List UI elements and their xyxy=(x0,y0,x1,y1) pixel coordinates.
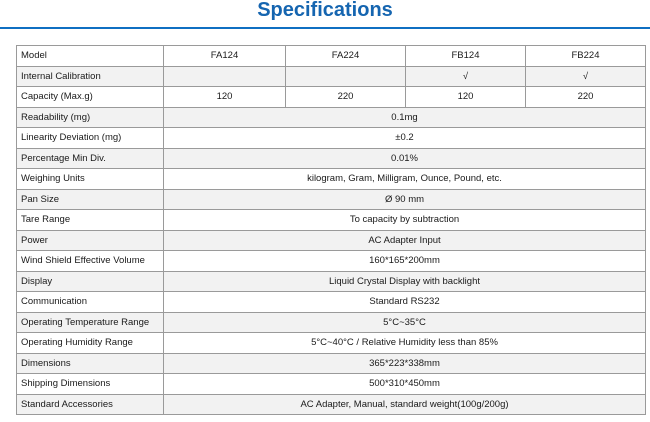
spec-value: kilogram, Gram, Milligram, Ounce, Pound, etc. xyxy=(164,169,646,190)
spec-value: Ø 90 mm xyxy=(164,189,646,210)
row-label: Readability (mg) xyxy=(17,107,164,128)
table-row xyxy=(17,148,646,169)
spec-value: 5°C~40°C / Relative Humidity less than 85% xyxy=(164,333,646,354)
spec-value: ±0.2 xyxy=(164,128,646,149)
table-row xyxy=(17,353,646,374)
spec-value: Standard RS232 xyxy=(164,292,646,313)
row-label: Communication xyxy=(17,292,164,313)
row-label: Linearity Deviation (mg) xyxy=(17,128,164,149)
row-label: Wind Shield Effective Volume xyxy=(17,251,164,272)
model-cell: √ xyxy=(526,66,646,87)
table-row xyxy=(17,251,646,272)
model-cell xyxy=(164,66,286,87)
table-row xyxy=(17,169,646,190)
page-title: Specifications xyxy=(257,0,393,21)
row-label: Dimensions xyxy=(17,353,164,374)
row-label: Tare Range xyxy=(17,210,164,231)
row-label: Shipping Dimensions xyxy=(17,374,164,395)
row-label: Percentage Min Div. xyxy=(17,148,164,169)
spec-value: 5°C~35°C xyxy=(164,312,646,333)
model-cell: 120 xyxy=(406,87,526,108)
spec-value: 0.01% xyxy=(164,148,646,169)
table-row xyxy=(17,87,646,108)
table-row xyxy=(17,374,646,395)
row-label: Capacity (Max.g) xyxy=(17,87,164,108)
row-label: Operating Temperature Range xyxy=(17,312,164,333)
row-label: Power xyxy=(17,230,164,251)
table-row xyxy=(17,66,646,87)
row-label: Weighing Units xyxy=(17,169,164,190)
table-row xyxy=(17,230,646,251)
spec-value: Liquid Crystal Display with backlight xyxy=(164,271,646,292)
model-cell: 120 xyxy=(164,87,286,108)
spec-value: 500*310*450mm xyxy=(164,374,646,395)
model-cell xyxy=(286,66,406,87)
table-row xyxy=(17,107,646,128)
table-row xyxy=(17,210,646,231)
model-cell: 220 xyxy=(286,87,406,108)
table-row xyxy=(17,271,646,292)
title-divider xyxy=(0,27,650,29)
model-cell: FA124 xyxy=(164,46,286,67)
row-label: Pan Size xyxy=(17,189,164,210)
spec-value: 0.1mg xyxy=(164,107,646,128)
model-cell: FB224 xyxy=(526,46,646,67)
row-label: Model xyxy=(17,46,164,67)
table-row xyxy=(17,333,646,354)
row-label: Display xyxy=(17,271,164,292)
specifications-table xyxy=(16,45,646,415)
model-cell: √ xyxy=(406,66,526,87)
row-label: Internal Calibration xyxy=(17,66,164,87)
row-label: Standard Accessories xyxy=(17,394,164,415)
table-row xyxy=(17,394,646,415)
spec-value: 160*165*200mm xyxy=(164,251,646,272)
spec-value: AC Adapter Input xyxy=(164,230,646,251)
model-cell: FB124 xyxy=(406,46,526,67)
model-cell: FA224 xyxy=(286,46,406,67)
table-row xyxy=(17,312,646,333)
table-row xyxy=(17,189,646,210)
table-row xyxy=(17,46,646,67)
table-row xyxy=(17,292,646,313)
model-cell: 220 xyxy=(526,87,646,108)
spec-value: 365*223*338mm xyxy=(164,353,646,374)
row-label: Operating Humidity Range xyxy=(17,333,164,354)
spec-value: To capacity by subtraction xyxy=(164,210,646,231)
table-row xyxy=(17,128,646,149)
spec-value: AC Adapter, Manual, standard weight(100g/200g) xyxy=(164,394,646,415)
